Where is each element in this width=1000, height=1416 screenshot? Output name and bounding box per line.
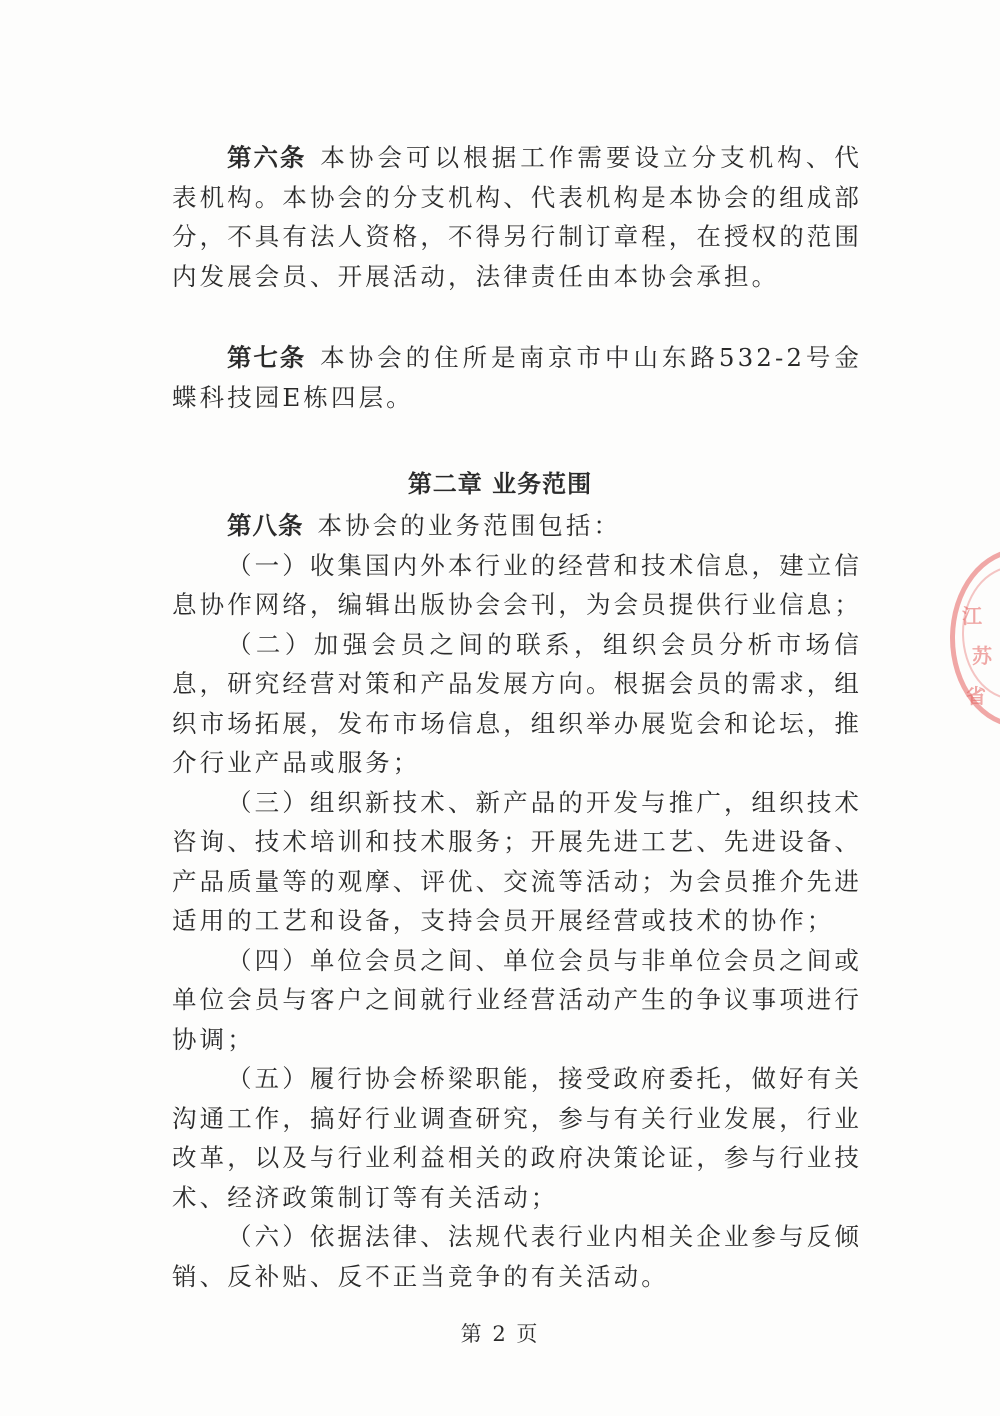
article-8-item-4: （四）单位会员之间、单位会员与非单位会员之间或单位会员与客户之间就行业经营活动产生的争议事项进行协调；: [172, 945, 862, 1054]
article-8-item-1: （一）收集国内外本行业的经营和技术信息，建立信息协作网络，编辑出版协会会刊，为会员提供行业信息；: [172, 550, 862, 619]
article-8-item-3: （三）组织新技术、新产品的开发与推广，组织技术咨询、技术培训和技术服务；开展先进工艺、先进设备、产品质量等的观摩、评优、交流等活动；为会员推介先进适用的工艺和设备，支持会员开展经营或技术的协作；: [172, 787, 862, 935]
seal-glyph: 苏: [972, 644, 992, 668]
article-7: [172, 338, 862, 417]
article-8: [172, 506, 862, 1296]
article-6-label: 第六条: [227, 143, 307, 172]
article-7-paragraph: [172, 338, 862, 417]
article-8-item-6: （六）依据法律、法规代表行业内相关企业参与反倾销、反补贴、反不正当竞争的有关活动。: [172, 1222, 862, 1291]
article-8-text: 本协会的业务范围包括：: [317, 511, 622, 540]
article-7-label: 第七条: [227, 343, 307, 372]
page-number: 第 2 页: [460, 1322, 540, 1346]
article-6-text: 本协会可以根据工作需要设立分支机构、代表机构。本协会的分支机构、代表机构是本协会的组成部分，不具有法人资格，不得另行制订章程，在授权的范围内发展会员、开展活动，法律责任由本协会承担。: [172, 143, 862, 291]
article-8-label: 第八条: [227, 511, 304, 540]
chapter-2-heading: 第二章 业务范围: [407, 470, 593, 498]
seal-glyph: 江: [962, 604, 982, 628]
article-6: [172, 138, 862, 296]
seal-glyph: 省: [966, 684, 986, 708]
article-8-item-2: （二）加强会员之间的联系，组织会员分析市场信息，研究经营对策和产品发展方向。根据会员的需求，组织市场拓展，发布市场信息，组织举办展览会和论坛，推介行业产品或服务；: [172, 629, 862, 777]
article-6-paragraph: [172, 138, 862, 296]
article-7-text: 本协会的住所是南京市中山东路532-2号金蝶科技园E栋四层。: [172, 343, 863, 412]
article-8-item-5: （五）履行协会桥梁职能，接受政府委托，做好有关沟通工作，搞好行业调查研究，参与有关行业发展，行业改革，以及与行业利益相关的政府决策论证，参与行业技术、经济政策制订等有关活动；: [172, 1064, 862, 1212]
article-8-intro: [172, 506, 862, 546]
